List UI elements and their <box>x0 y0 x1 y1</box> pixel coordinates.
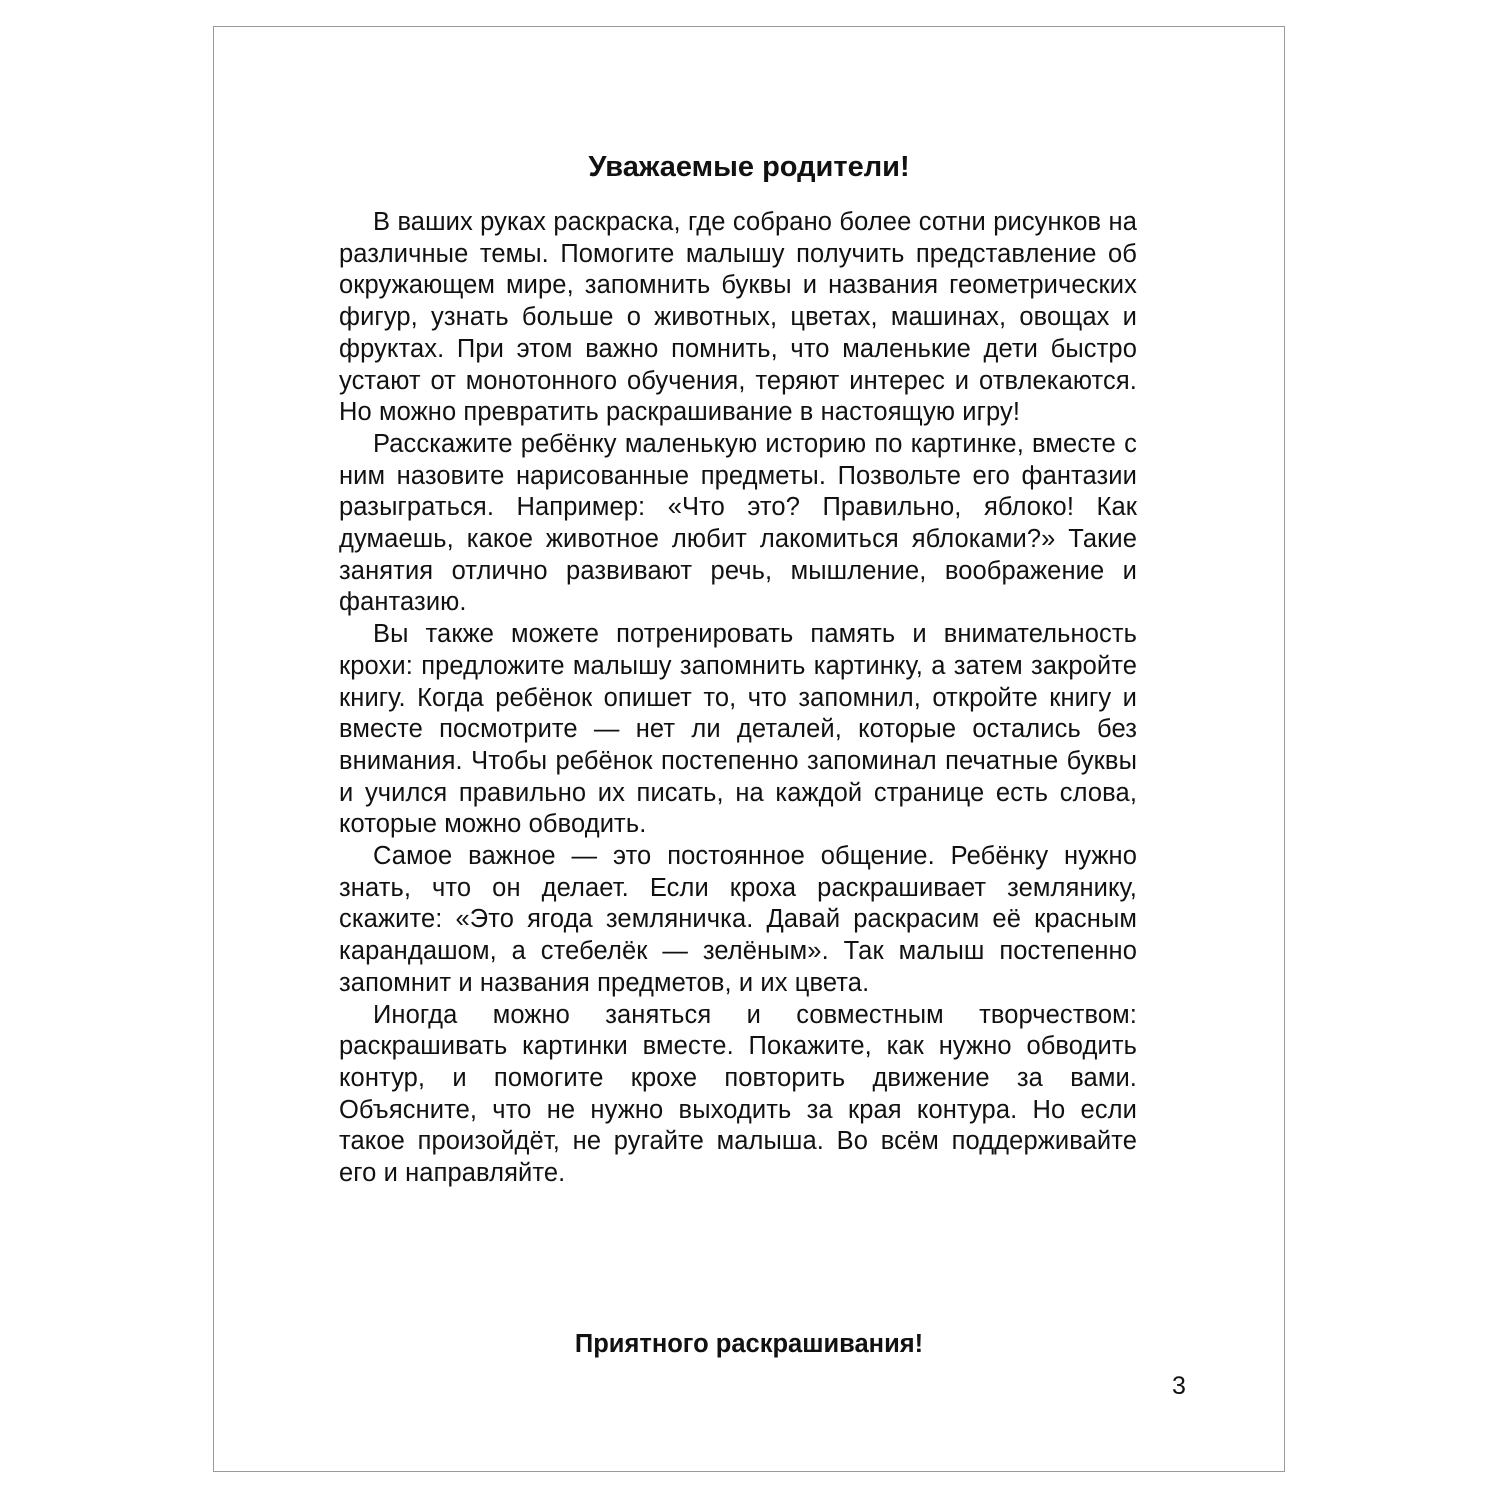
closing-line: Приятного раскрашивания! <box>574 1330 924 1358</box>
paragraph: Расскажите ребёнку маленькую историю по картинке, вместе с ним назовите нарисованные предметы. Позвольте его фантазии разыграться. Например: «Что это? Правильно, яблоко! Как думаешь, какое животное любит лакомиться яблоками?» Такие занятия отлично развивают речь, мышление, воображение и фантазию. <box>339 429 1137 617</box>
page-title: Уважаемые родители! <box>588 151 910 183</box>
body-text <box>339 207 1137 1190</box>
paragraph: В ваших руках раскраска, где собрано более сотни рисунков на различные темы. Помогите малышу получить представление об окружающем мире, запомнить буквы и названия геометрических фигур, узнать больше о животных, цветах, машинах, овощах и фруктах. При этом важно помнить, что маленькие дети быстро устают от монотонного обучения, теряют интерес и отвлекаются. Но можно превратить раскрашивание в настоящую игру! <box>339 208 1137 427</box>
paragraph: Вы также можете потренировать память и внимательность крохи: предложите малышу запомнить картинку, а затем закройте книгу. Когда ребёнок опишет то, что запомнил, откройте книгу и вместе посмотрите — нет ли деталей, которые остались без внимания. Чтобы ребёнок постепенно запоминал печатные буквы и учился правильно их писать, на каждой странице есть слова, которые можно обводить. <box>339 620 1137 839</box>
book-page <box>213 26 1285 1472</box>
page-number: 3 <box>1172 1372 1186 1400</box>
paragraph: Самое важное — это постоянное общение. Ребёнку нужно знать, что он делает. Если кроха раскрашивает землянику, скажите: «Это ягода земляничка. Давай раскрасим её красным карандашом, а стебелёк — зелёным». Так малыш постепенно запомнит и названия предметов, и их цвета. <box>339 842 1137 997</box>
paragraph: Иногда можно заняться и совместным творчеством: раскрашивать картинки вместе. Покажите, как нужно обводить контур, и помогите крохе повторить движение за вами. Объясните, что не нужно выходить за края контура. Но если такое произойдёт, не ругайте малыша. Во всём поддерживайте его и направляйте. <box>339 1000 1137 1188</box>
